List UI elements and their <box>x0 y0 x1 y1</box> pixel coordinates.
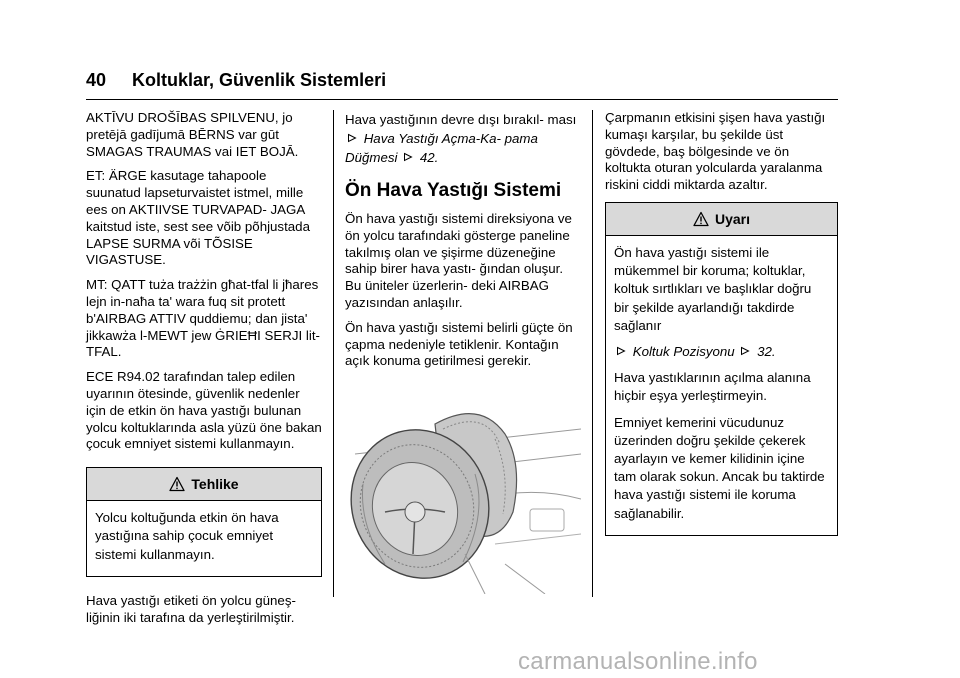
link-airbag-switch-page[interactable]: 42. <box>419 150 439 165</box>
column-divider-1 <box>333 110 334 597</box>
column-divider-2 <box>592 110 593 597</box>
paragraph-impact: Çarpmanın etkisini şişen hava yastığı kumaşı karşılar, bu şekilde üst gövdede, baş bölgesinde ve ön koltukta oturan yolcularda yaralanma riskini ciddi miktarda azaltır. <box>605 110 826 193</box>
warning-box-title: Uyarı <box>714 210 751 227</box>
danger-box <box>86 467 322 577</box>
warning-triangle-icon <box>693 211 709 227</box>
paragraph-deactivation <box>345 110 581 167</box>
danger-box-text: Yolcu koltuğunda etkin ön hava yastığına sahip çocuk emniyet sistemi kullanmayın. <box>95 510 279 562</box>
danger-box-body <box>87 501 321 576</box>
deactivation-text: Hava yastığının devre dışı bırakıl- ması <box>345 112 577 127</box>
reference-arrow-icon <box>347 133 357 143</box>
page-title: Koltuklar, Güvenlik Sistemleri <box>132 70 387 90</box>
reference-arrow-icon <box>740 346 750 356</box>
page-header <box>86 70 386 91</box>
warning-box-body <box>606 236 837 535</box>
warning-box <box>605 202 838 536</box>
warning-text-1: Ön hava yastığı sistemi ile mükemmel bir koruma; koltuklar, koltuk sırtlıkları ve başlıklar doğru bir şekilde ayarlandığı takdirde sağlanır <box>614 244 812 333</box>
reference-arrow-icon <box>403 152 413 162</box>
column-2 <box>345 110 581 599</box>
link-seat-position[interactable]: Koltuk Pozisyonu <box>632 344 735 359</box>
paragraph-mt: MT: QATT tuża trażżin għat-tfal li jħares lejn in-naħa ta' wara fuq sit protett b'AIRBAG ATTIV quddiemu; dan jista' jikkawża l-MEWT jew ĠRIEĦI SERJI lit-TFAL. <box>86 277 320 360</box>
paragraph-system: Ön hava yastığı sistemi direksiyona ve ön yolcu tarafındaki gösterge paneline takılmış olan ve şişirme düzeneğine sahip birer hava yastı- ğından oluşur. Bu üniteler üzerlerin- deki AIRBAG yazısından anlaşılır. <box>345 211 572 310</box>
warning-text-4: Emniyet kemerini vücudunuz üzerinden doğru şekilde çekerek ayarlayın ve kemer kilidinin içine tam olarak sokun. Ancak bu taktirde hava yastığı sistemi ile koruma sağlanabilir. <box>614 414 825 521</box>
column-1 <box>86 110 322 634</box>
reference-arrow-icon <box>616 346 626 356</box>
paragraph-lv: AKTĪVU DROŠĪBAS SPILVENU, jo pretējā gadījumā BĒRNS var gūt SMAGAS TRAUMAS vai IET BOJĀ. <box>86 110 299 159</box>
link-airbag-switch[interactable]: Hava Yastığı Açma-Ka- pama Düğmesi <box>345 131 538 165</box>
paragraph-airbag-label: Hava yastığı etiketi ön yolcu güneş- liğinin iki tarafına da yerleştirilmiştir. <box>86 592 296 625</box>
page-number: 40 <box>86 70 107 90</box>
link-seat-position-page[interactable]: 32. <box>757 344 776 359</box>
danger-box-header <box>87 468 321 501</box>
warning-box-header <box>606 203 837 236</box>
warning-triangle-icon <box>169 476 185 492</box>
column-3 <box>605 110 838 552</box>
warning-ref <box>614 343 829 361</box>
warning-text-3: Hava yastıklarının açılma alanına hiçbir eşya yerleştirmeyin. <box>614 370 811 404</box>
paragraph-et: ET: ÄRGE kasutage tahapoole suunatud lapseturvaistet istmel, mille ees on AKTIIVSE TURVAPAD- JAGA kaitstud iste, sest see võib põhjustada LAPSE SURMA või TÕSISE VIGASTUSE. <box>86 168 310 268</box>
header-rule <box>86 99 838 100</box>
airbag-illustration <box>345 394 581 594</box>
watermark: carmanualsonline.info <box>518 648 758 675</box>
paragraph-trigger: Ön hava yastığı sistemi belirli güçte ön çapma nedeniyle tetiklenir. Kontağın açık konuma getirilmesi gerekir. <box>345 319 573 369</box>
paragraph-ece: ECE R94.02 tarafından talep edilen uyarının ötesinde, güvenlik nedenler için de etkin ön hava yastığı bulunan yolcu koltuklarında asla yüzü öne bakan çocuk emniyet sistemi kullanmayın. <box>86 369 322 452</box>
danger-box-title: Tehlike <box>191 475 239 492</box>
section-heading: Ön Hava Yastığı Sistemi <box>345 180 562 201</box>
